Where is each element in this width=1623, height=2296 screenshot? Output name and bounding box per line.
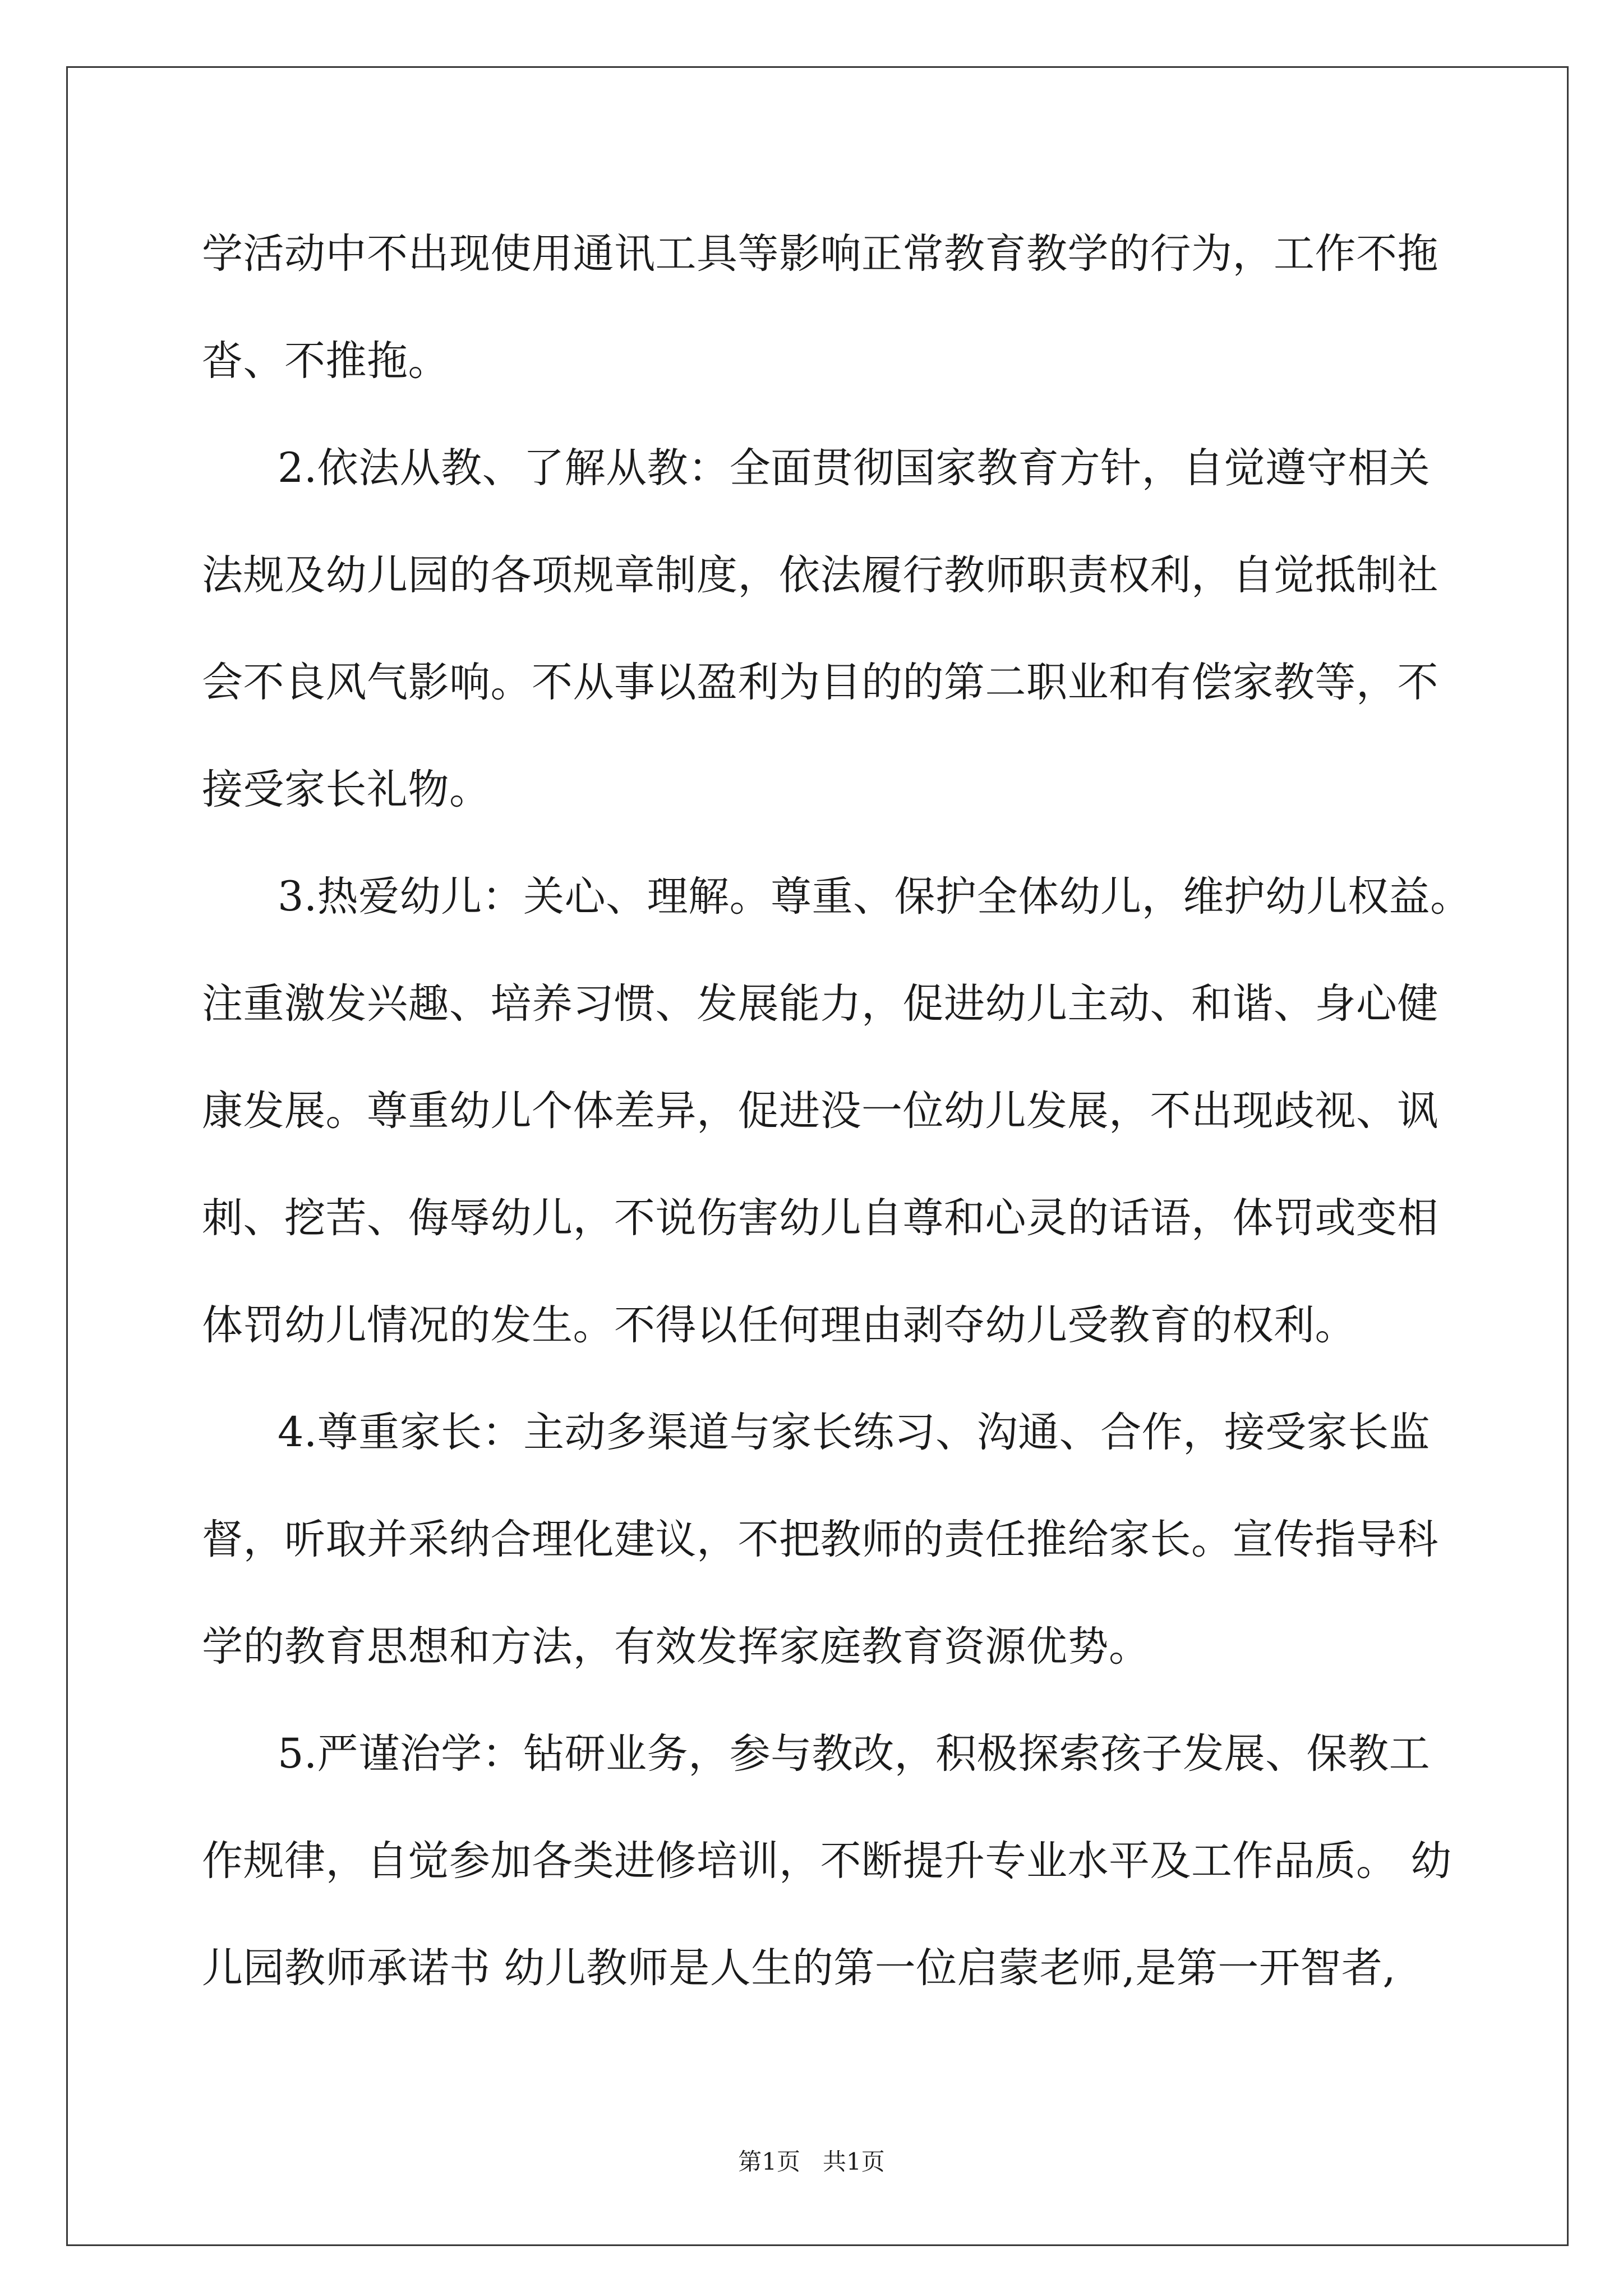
page-footer: 第1页 共1页: [738, 2148, 885, 2175]
text-line: 儿园教师承诺书 幼儿教师是人生的第一位启蒙老师,是第一开智者,: [202, 1944, 1396, 1992]
text-line: 学的教育思想和方法，有效发挥家庭教育资源优势。: [202, 1623, 1150, 1671]
text-line: 4.尊重家长：主动多渠道与家长练习、沟通、合作，接受家长监: [278, 1409, 1431, 1456]
paragraph: [202, 200, 1458, 415]
text-line: 法规及幼儿园的各项规章制度，依法履行教师职责权利，自觉抵制社: [202, 551, 1438, 599]
text-line: 刺、挖苦、侮辱幼儿，不说伤害幼儿自尊和心灵的话语，体罚或变相: [202, 1194, 1438, 1242]
document-body: [202, 200, 1472, 2022]
text-line: 作规律，自觉参加各类进修培训，不断提升专业水平及工作品质。 幼: [202, 1837, 1452, 1885]
text-line: 体罚幼儿情况的发生。不得以任何理由剥夺幼儿受教育的权利。: [202, 1301, 1356, 1349]
text-line: 5.严谨治学：钻研业务，参与教改，积极探索孩子发展、保教工: [278, 1730, 1431, 1778]
text-line: 2.依法从教、了解从教：全面贯彻国家教育方针，自觉遵守相关: [278, 444, 1431, 492]
paragraph: [202, 1700, 1458, 2022]
text-line: 接受家长礼物。: [202, 766, 491, 813]
text-line: 会不良风气影响。不从事以盈利为目的的第二职业和有偿家教等，不: [202, 659, 1438, 706]
text-line: 学活动中不出现使用通讯工具等影响正常教育教学的行为，工作不拖: [202, 230, 1438, 278]
paragraph: [202, 843, 1472, 1379]
text-line: 沓、不推拖。: [202, 337, 449, 385]
text-line: 康发展。尊重幼儿个体差异，促进没一位幼儿发展，不出现歧视、讽: [202, 1087, 1438, 1135]
text-line: 注重激发兴趣、培养习惯、发展能力，促进幼儿主动、和谐、身心健: [202, 980, 1438, 1028]
paragraph: [202, 1379, 1458, 1700]
text-line: 3.热爱幼儿：关心、理解。尊重、保护全体幼儿，维护幼儿权益。: [278, 873, 1472, 921]
paragraph: [202, 415, 1458, 843]
text-line: 督，听取并采纳合理化建议，不把教师的责任推给家长。宣传指导科: [202, 1516, 1438, 1563]
